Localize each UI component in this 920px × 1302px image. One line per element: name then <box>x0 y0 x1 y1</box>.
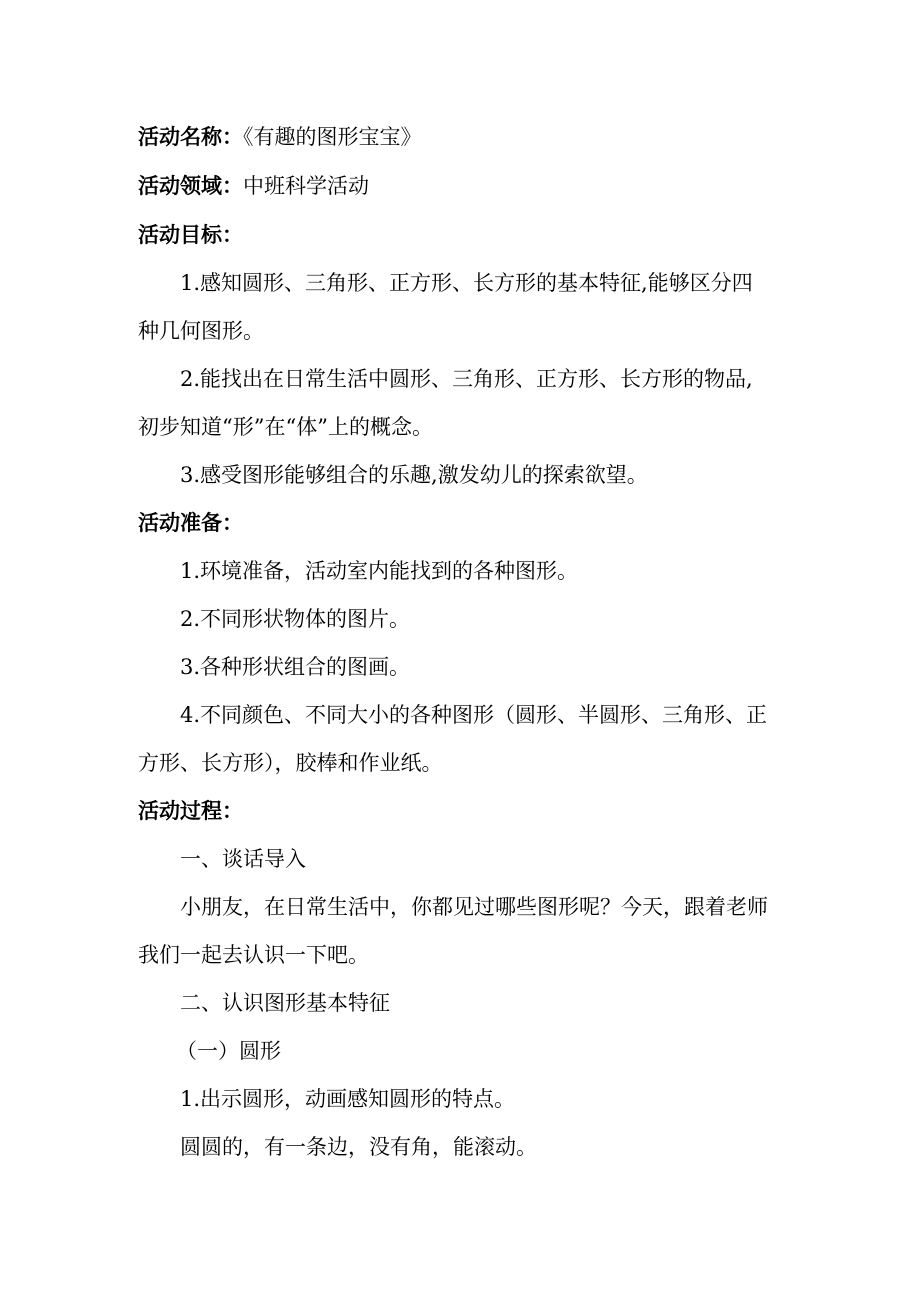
goal-3: 3.感受图形能够组合的乐趣,激发幼儿的探索欲望。 <box>180 463 648 487</box>
section-1-text-line-2: 我们一起去认识一下吧。 <box>138 943 369 967</box>
process-heading: 活动过程： <box>138 799 243 823</box>
section-1-title: 一、谈话导入 <box>180 847 306 871</box>
prep-item-1: 1.环境准备，活动室内能找到的各种图形。 <box>180 559 579 583</box>
section-2-title: 二、认识图形基本特征 <box>180 991 390 1015</box>
section-1-text-line-1: 小朋友，在日常生活中，你都见过哪些图形呢？今天，跟着老师 <box>180 895 768 919</box>
prep-item-4-line-1: 4.不同颜色、不同大小的各种图形（圆形、半圆形、三角形、正 <box>180 703 768 727</box>
subsection-1-item-1: 1.出示圆形，动画感知圆形的特点。 <box>180 1087 516 1111</box>
goal-2-line-2: 初步知道“形”在“体”上的概念。 <box>138 415 433 439</box>
goals-heading: 活动目标： <box>138 223 243 247</box>
goal-2-line-1: 2.能找出在日常生活中圆形、三角形、正方形、长方形的物品, <box>180 367 753 391</box>
activity-field-value: 中班科学活动 <box>243 174 369 198</box>
goal-1-line-2: 种几何图形。 <box>138 319 264 343</box>
activity-name-line <box>138 122 422 152</box>
activity-name-label: 活动名称： <box>138 125 243 149</box>
activity-name-value: 《有趣的图形宝宝》 <box>243 125 422 149</box>
prep-item-2: 2.不同形状物体的图片。 <box>180 607 411 631</box>
prep-heading: 活动准备： <box>138 511 243 535</box>
subsection-1-title: （一）圆形 <box>176 1039 281 1063</box>
activity-field-line <box>138 171 369 201</box>
subsection-1-text: 圆圆的，有一条边，没有角，能滚动。 <box>180 1135 537 1159</box>
prep-item-3: 3.各种形状组合的图画。 <box>180 655 411 679</box>
prep-item-4-line-2: 方形、长方形），胶棒和作业纸。 <box>138 751 443 775</box>
activity-field-label: 活动领域： <box>138 174 243 198</box>
goal-1-line-1: 1.感知圆形、三角形、正方形、长方形的基本特征,能够区分四 <box>180 271 753 295</box>
